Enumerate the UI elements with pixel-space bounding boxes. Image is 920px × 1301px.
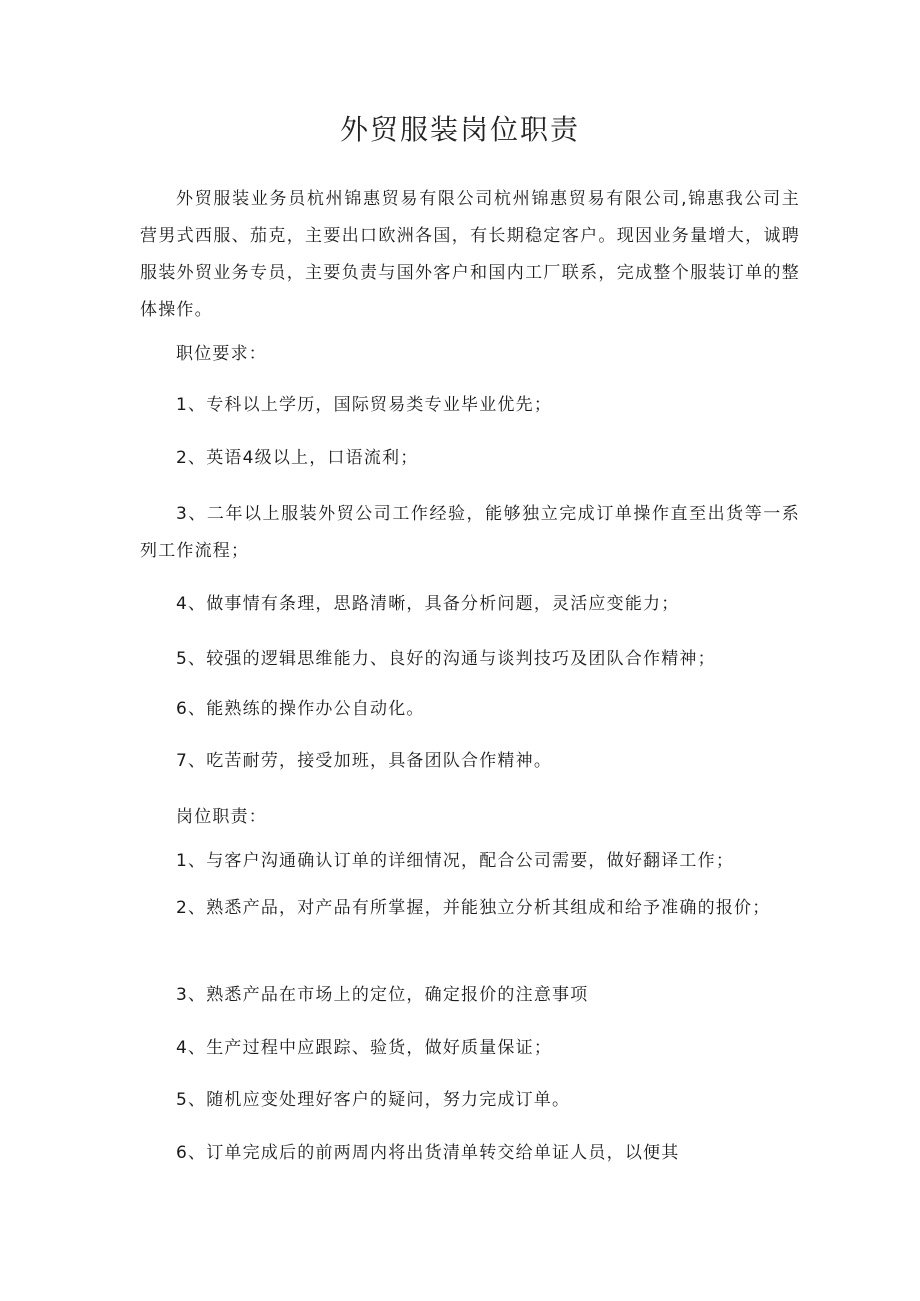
requirement-item: 4、做事情有条理，思路清晰，具备分析问题，灵活应变能力； bbox=[176, 594, 680, 614]
duties-heading: 岗位职责： bbox=[176, 807, 267, 827]
requirement-item: 2、英语4级以上，口语流利； bbox=[176, 448, 419, 468]
duty-item: 2、熟悉产品，对产品有所掌握，并能独立分析其组成和给予准确的报价； bbox=[176, 898, 771, 918]
intro-paragraph: 外贸服装业务员杭州锦惠贸易有限公司杭州锦惠贸易有限公司,锦惠我公司主营男式西服、茄克，主要出口欧洲各国，有长期稳定客户。现因业务量增大，诚聘服装外贸业务专员，主要负责与国外客户和国内工厂联系，完成整个服装订单的整体操作。 bbox=[140, 189, 800, 320]
duty-item: 4、生产过程中应跟踪、验货，做好质量保证； bbox=[176, 1038, 553, 1058]
requirement-item: 5、较强的逻辑思维能力、良好的沟通与谈判技巧及团队合作精神； bbox=[176, 649, 716, 669]
requirement-item: 6、能熟练的操作办公自动化。 bbox=[176, 699, 425, 719]
requirements-heading: 职位要求： bbox=[176, 344, 267, 364]
duty-item: 5、随机应变处理好客户的疑问，努力完成订单。 bbox=[176, 1090, 571, 1110]
page-title: 外贸服装岗位职责 bbox=[339, 113, 580, 146]
requirement-item: 7、吃苦耐劳，接受加班，具备团队合作精神。 bbox=[176, 751, 553, 771]
duty-item: 3、熟悉产品在市场上的定位，确定报价的注意事项 bbox=[176, 985, 589, 1005]
requirement-item: 1、专科以上学历，国际贸易类专业毕业优先； bbox=[176, 395, 553, 415]
duty-item: 1、与客户沟通确认订单的详细情况，配合公司需要，做好翻译工作； bbox=[176, 851, 735, 871]
duty-item: 6、订单完成后的前两周内将出货清单转交给单证人员，以便其 bbox=[176, 1143, 680, 1163]
requirement-item: 3、二年以上服装外贸公司工作经验，能够独立完成订单操作直至出货等一系列工作流程； bbox=[140, 504, 800, 561]
